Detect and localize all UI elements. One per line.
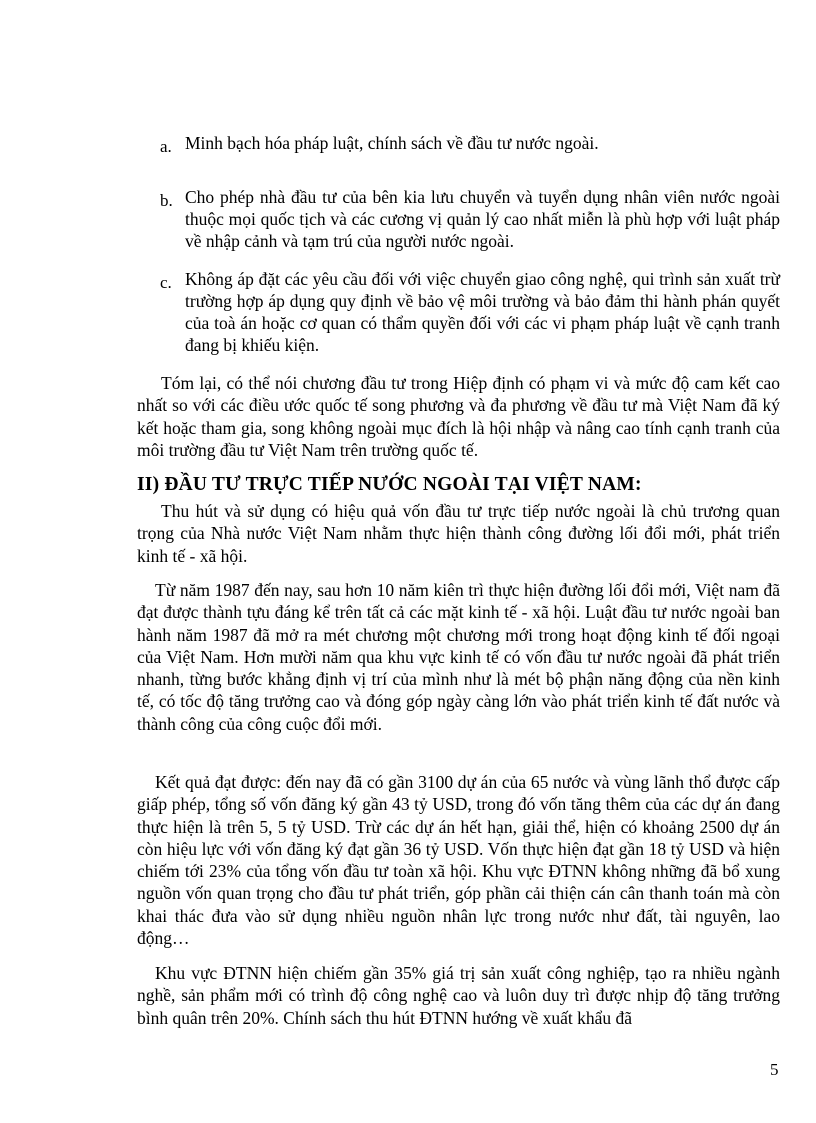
list-marker: c. bbox=[160, 273, 172, 292]
list-marker: a. bbox=[160, 137, 172, 156]
list-item-b bbox=[160, 186, 780, 252]
paragraph-intro: Thu hút và sử dụng có hiệu quả vốn đầu tư trực tiếp nước ngoài là chủ trương quan trọng của Nhà nước Việt Nam nhằm thực hiện thành công đường lối đổi mới, phát triển kinh tế - xã hội. bbox=[137, 501, 780, 566]
list-item-text: Cho phép nhà đầu tư của bên kia lưu chuyển và tuyển dụng nhân viên nước ngoài thuộc mọi quốc tịch và các cương vị quản lý cao nhất miễn là phù hợp với luật pháp về nhập cảnh và tạm trú của người nước ngoài. bbox=[185, 187, 780, 251]
paragraph-history: Từ năm 1987 đến nay, sau hơn 10 năm kiên trì thực hiện đường lối đổi mới, Việt nam đã đạt được thành tựu đáng kể trên tất cả các mặt kinh tế - xã hội. Luật đầu tư nước ngoài ban hành năm 1987 đã mở ra mét chương một chương mới trong hoạt động kinh tế đối ngoại của Việt Nam. Hơn mười năm qua khu vực kinh tế có vốn đầu tư nước ngoài đã phát triển nhanh, từng bước khẳng định vị trí của mình như là mét bộ phận năng động của nền kinh tế, có tốc độ tăng trưởng cao và đóng góp ngày càng lớn vào phát triển kinh tế đất nước và thành công của công cuộc đổi mới. bbox=[137, 580, 780, 734]
list-item-text: Không áp đặt các yêu cầu đối với việc chuyển giao công nghệ, qui trình sản xuất trừ trường hợp áp dụng quy định về bảo vệ môi trường và bảo đảm thi hành phán quyết của toà án hoặc cơ quan có thẩm quyền đối với các vi phạm pháp luật về cạnh tranh đang bị khiếu kiện. bbox=[185, 269, 780, 355]
summary-paragraph: Tóm lại, có thể nói chương đầu tư trong Hiệp định có phạm vi và mức độ cam kết cao nhất so với các điều ước quốc tế song phương và đa phương về đầu tư mà Việt Nam đã ký kết hoặc tham gia, song không ngoài mục đích là hội nhập và nâng cao tính cạnh tranh của môi trường đầu tư Việt Nam trên trường quốc tế. bbox=[137, 373, 780, 460]
list-marker: b. bbox=[160, 191, 173, 210]
paragraph-fdi-sector: Khu vực ĐTNN hiện chiếm gần 35% giá trị sản xuất công nghiệp, tạo ra nhiều ngành nghề, sản phẩm mới có trình độ công nghệ cao và luôn duy trì được nhịp độ tăng trưởng bình quân trên 20%. Chính sách thu hút ĐTNN hướng về xuất khẩu đã bbox=[137, 963, 780, 1028]
section-heading: II) ĐẦU TƯ TRỰC TIẾP NƯỚC NGOÀI TẠI VIỆT NAM: bbox=[137, 474, 642, 495]
page-number: 5 bbox=[770, 1060, 779, 1079]
list-item-c bbox=[160, 268, 780, 356]
paragraph-results: Kết quả đạt được: đến nay đã có gần 3100 dự án của 65 nước và vùng lãnh thổ được cấp giấp phép, tổng số vốn đăng ký gần 43 tỷ USD, trong đó vốn tăng thêm của các dự án đang thực hiện là trên 5, 5 tỷ USD. Trừ các dự án hết hạn, giải thể, hiện có khoảng 2500 dự án còn hiệu lực với vốn đăng ký đạt gần 36 tỷ USD. Vốn thực hiện đạt gần 18 tỷ USD và hiện chiếm tới 23% của tổng vốn đầu tư toàn xã hội. Khu vực ĐTNN không những đã bổ xung nguồn vốn quan trọng cho đầu tư phát triển, góp phần cải thiện cán cân thanh toán mà còn khai thác đưa vào sử dụng nhiều nguồn nhân lực trong nước như đất, tài nguyên, lao động… bbox=[137, 772, 780, 949]
list-item-a bbox=[160, 132, 780, 154]
list-item-text: Minh bạch hóa pháp luật, chính sách về đầu tư nước ngoài. bbox=[185, 133, 599, 153]
